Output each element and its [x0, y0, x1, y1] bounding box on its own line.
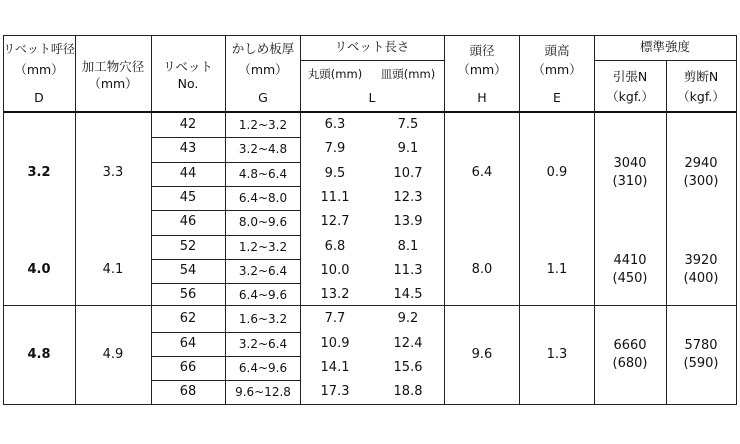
col-divider-h — [519, 35, 520, 405]
grip-range-cell: 1.2~3.2 — [238, 239, 288, 254]
rivet-no-cell: 42 — [179, 117, 197, 132]
length-flat-cell: 9.1 — [397, 141, 419, 157]
rivet-no-cell: 62 — [179, 311, 197, 327]
length-flat-cell: 8.1 — [397, 238, 419, 254]
grip-range-cell: 1.2~3.2 — [238, 118, 288, 132]
grip-range-cell: 6.4~9.6 — [238, 288, 288, 303]
length-flat-cell: 18.8 — [393, 384, 423, 400]
rivet-no-cell: 66 — [179, 360, 197, 375]
table-left-border — [3, 35, 4, 405]
header-l-round: 丸頭(mm) — [307, 67, 363, 81]
header-hole-unit: （mm） — [88, 76, 138, 91]
length-flat-cell: 11.3 — [393, 262, 423, 278]
col-divider-e — [594, 35, 595, 405]
tensile-n-cell: 3040 — [613, 155, 647, 171]
tensile-kgf-cell: (450) — [612, 270, 648, 286]
group-divider-1 — [151, 235, 300, 236]
nominal-diameter-cell: 3.2 — [27, 164, 51, 180]
row-divider — [151, 283, 300, 284]
row-divider — [151, 259, 300, 260]
head-height-cell: 1.1 — [546, 261, 568, 277]
header-e-symbol: E — [553, 90, 561, 105]
rivet-no-cell: 64 — [179, 335, 197, 351]
col-divider-hole — [151, 35, 152, 405]
shear-kgf-cell: (590) — [683, 356, 719, 371]
length-round-cell: 6.8 — [324, 238, 346, 254]
rivet-no-cell: 56 — [179, 287, 197, 303]
shear-kgf-cell: (300) — [683, 173, 719, 189]
length-flat-cell: 7.5 — [397, 117, 419, 132]
col-divider-d — [75, 35, 76, 405]
shear-n-cell: 2940 — [684, 155, 718, 171]
l-header-divider — [300, 60, 444, 61]
length-flat-cell: 12.4 — [393, 335, 423, 351]
grip-range-cell: 9.6~12.8 — [235, 385, 291, 400]
length-flat-cell: 10.7 — [393, 165, 423, 181]
col-divider-no — [225, 35, 226, 405]
rivet-no-cell: 45 — [179, 189, 197, 205]
row-divider — [151, 380, 300, 381]
header-no-label: リベット — [163, 59, 213, 74]
length-flat-cell: 14.5 — [393, 287, 423, 303]
length-round-cell: 7.7 — [324, 311, 346, 327]
length-round-cell: 9.5 — [324, 165, 346, 181]
length-flat-cell: 9.2 — [397, 311, 419, 327]
row-divider — [151, 210, 300, 211]
table-top-border — [3, 35, 737, 36]
col-divider-tensile — [666, 60, 667, 405]
header-l-flat: 皿頭(mm) — [380, 67, 436, 81]
rivet-no-cell: 52 — [179, 238, 197, 254]
row-divider — [151, 332, 300, 333]
grip-range-cell: 3.2~6.4 — [238, 263, 288, 278]
length-round-cell: 7.9 — [324, 141, 346, 157]
header-d-symbol: D — [34, 90, 44, 105]
header-e-unit: （mm） — [532, 62, 582, 77]
row-divider — [151, 162, 300, 163]
hole-diameter-cell: 4.1 — [102, 261, 124, 277]
shear-n-cell: 5780 — [684, 338, 718, 353]
nominal-diameter-cell: 4.0 — [27, 261, 51, 277]
rivet-spec-table — [3, 35, 737, 405]
rivet-no-cell: 68 — [179, 384, 197, 400]
rivet-no-cell: 46 — [179, 214, 197, 230]
length-round-cell: 6.3 — [324, 117, 346, 132]
header-h-symbol: H — [477, 90, 487, 105]
head-height-cell: 0.9 — [546, 164, 568, 180]
grip-range-cell: 6.4~9.6 — [238, 361, 288, 375]
length-flat-cell: 15.6 — [393, 360, 423, 375]
header-l-symbol: L — [368, 90, 376, 105]
shear-n-cell: 3920 — [684, 252, 718, 268]
head-diameter-cell: 6.4 — [471, 164, 493, 180]
hole-diameter-cell: 4.9 — [102, 347, 124, 362]
group-divider-2 — [3, 305, 737, 306]
header-strength-title: 標準強度 — [639, 39, 691, 54]
tensile-kgf-cell: (680) — [612, 356, 648, 371]
length-round-cell: 10.9 — [320, 335, 350, 351]
header-d-unit: （mm） — [14, 62, 64, 77]
rivet-no-cell: 43 — [179, 141, 197, 157]
header-h-unit: （mm） — [457, 62, 507, 77]
head-diameter-cell: 9.6 — [471, 347, 493, 362]
tensile-n-cell: 6660 — [613, 338, 647, 353]
rivet-no-cell: 44 — [179, 165, 197, 181]
header-shear-label: 剪断N — [683, 69, 719, 84]
length-round-cell: 14.1 — [320, 360, 350, 375]
col-divider-l — [444, 35, 445, 405]
length-round-cell: 13.2 — [320, 287, 350, 303]
header-divider — [3, 111, 737, 113]
header-g-unit: （mm） — [238, 62, 288, 77]
head-height-cell: 1.3 — [546, 347, 568, 362]
length-round-cell: 17.3 — [320, 384, 350, 400]
row-divider — [151, 137, 300, 138]
header-d-label: リベット呼径 — [3, 42, 75, 56]
table-right-border — [736, 35, 737, 405]
length-round-cell: 11.1 — [320, 189, 350, 205]
header-g-symbol: G — [258, 90, 268, 105]
header-g-label: かしめ板厚 — [231, 41, 295, 56]
length-round-cell: 10.0 — [320, 262, 350, 278]
row-divider — [151, 186, 300, 187]
grip-range-cell: 3.2~4.8 — [238, 142, 288, 157]
length-round-cell: 12.7 — [320, 214, 350, 230]
header-l-title: リベット長さ — [334, 39, 410, 54]
shear-kgf-cell: (400) — [683, 270, 719, 286]
hole-diameter-cell: 3.3 — [102, 164, 124, 180]
grip-range-cell: 4.8~6.4 — [238, 166, 288, 181]
row-divider — [151, 356, 300, 357]
header-h-label: 頭径 — [469, 43, 495, 58]
grip-range-cell: 8.0~9.6 — [238, 215, 288, 230]
length-flat-cell: 13.9 — [393, 214, 423, 230]
grip-range-cell: 3.2~6.4 — [238, 336, 288, 351]
header-tensile-unit: （kgf.） — [606, 89, 654, 104]
nominal-diameter-cell: 4.8 — [27, 347, 51, 362]
col-divider-g — [300, 35, 301, 405]
tensile-kgf-cell: (310) — [612, 173, 648, 189]
grip-range-cell: 6.4~8.0 — [238, 190, 288, 205]
header-hole-label: 加工物穴径 — [81, 59, 145, 74]
header-tensile-label: 引張N — [612, 69, 648, 84]
head-diameter-cell: 8.0 — [471, 261, 493, 277]
length-flat-cell: 12.3 — [393, 189, 423, 205]
header-e-label: 頭高 — [544, 43, 570, 58]
rivet-no-cell: 54 — [179, 262, 197, 278]
strength-header-divider — [594, 60, 736, 61]
table-bottom-border — [3, 404, 737, 405]
header-no-symbol: No. — [177, 76, 199, 91]
grip-range-cell: 1.6~3.2 — [238, 312, 288, 327]
tensile-n-cell: 4410 — [613, 252, 647, 268]
header-shear-unit: （kgf.） — [677, 89, 725, 104]
